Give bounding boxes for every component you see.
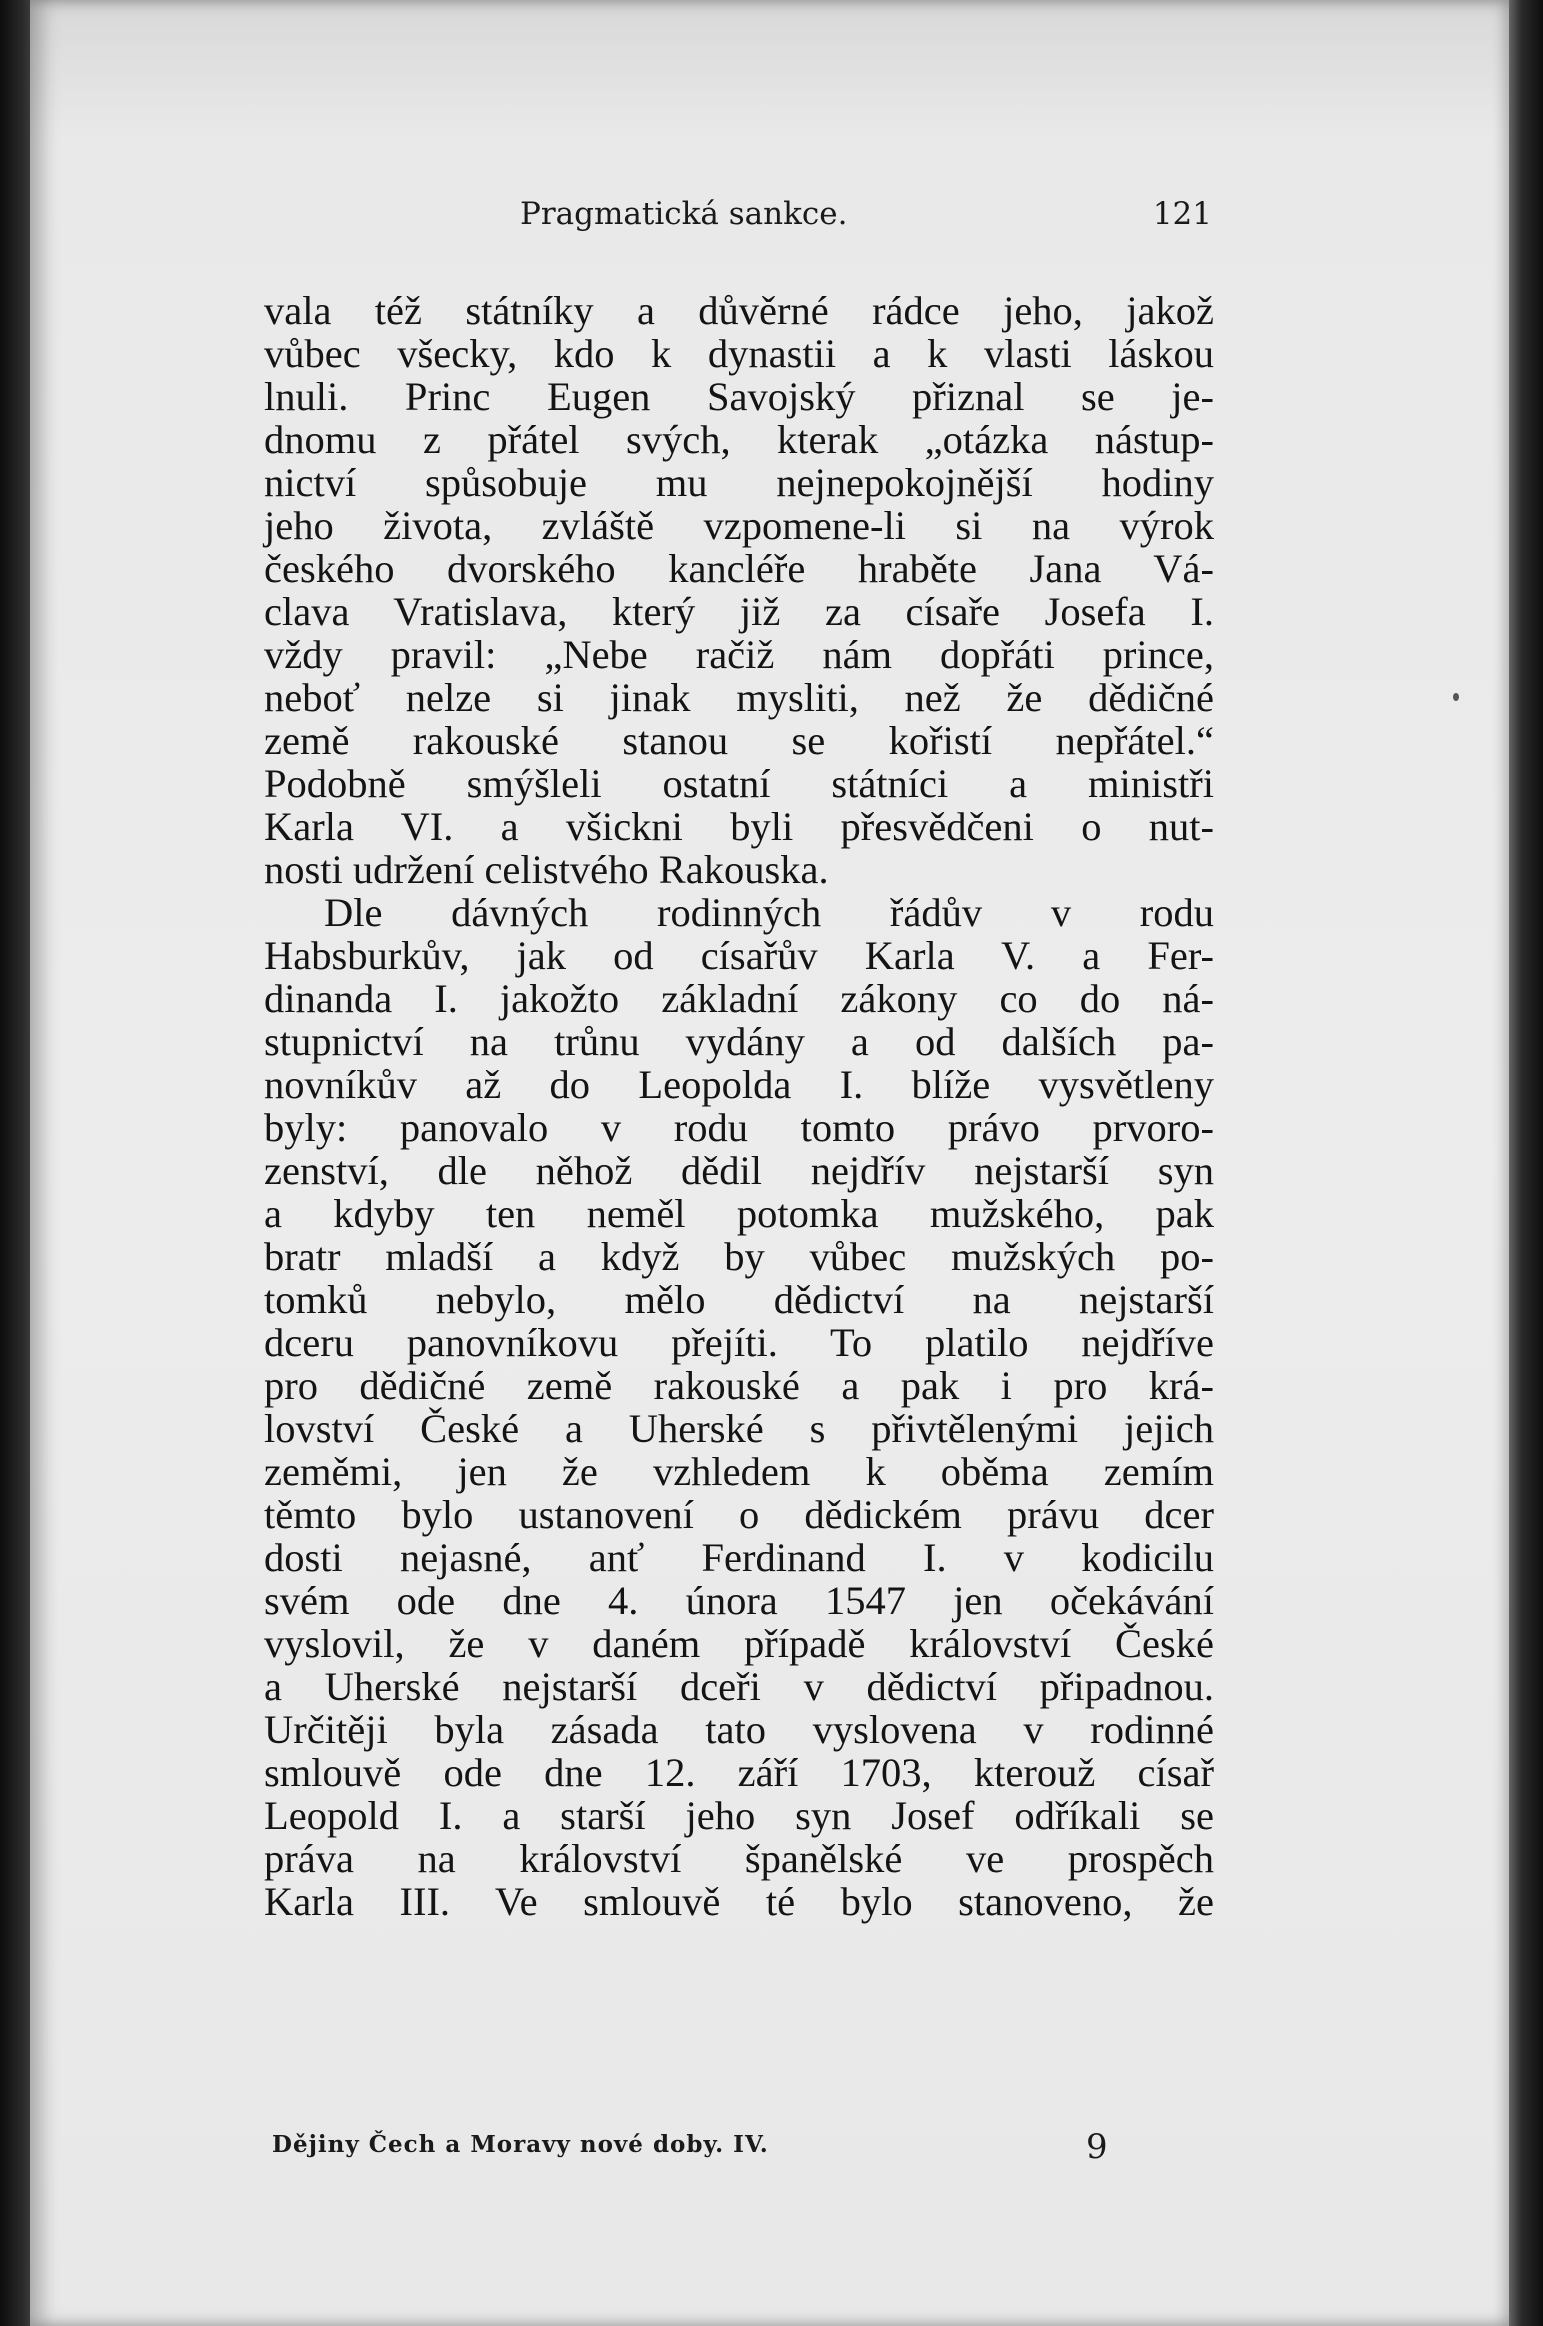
paper-speck [1453, 693, 1459, 701]
text-line: těmto bylo ustanovení o dědickém právu dcer [264, 1492, 1214, 1537]
text-line: dinanda I. jakožto základní zákony co do ná- [264, 976, 1214, 1021]
text-line: Habsburkův, jak od císařův Karla V. a Fer- [264, 933, 1214, 978]
paragraph [264, 891, 1214, 1923]
text-line: Leopold I. a starší jeho syn Josef odříkali se [264, 1793, 1214, 1838]
running-head [520, 196, 1220, 236]
body-text [264, 289, 1214, 1923]
text-line: byly: panovalo v rodu tomto právo prvoro- [264, 1105, 1214, 1150]
text-line: stupnictví na trůnu vydány a od dalších pa- [264, 1019, 1214, 1064]
text-line: dceru panovníkovu přejíti. To platilo nejdříve [264, 1320, 1214, 1365]
text-line: vyslovil, že v daném případě království České [264, 1621, 1214, 1666]
text-line: země rakouské stanou se kořistí nepřátel.“ [264, 718, 1214, 763]
text-line: svém ode dne 4. února 1547 jen očekávání [264, 1578, 1214, 1623]
text-line: lnuli. Princ Eugen Savojský přiznal se je- [264, 374, 1214, 419]
printer-signature: Dějiny Čech a Moravy nové doby. IV. [272, 2131, 769, 2158]
text-line: a Uherské nejstarší dceři v dědictví připadnou. [264, 1664, 1214, 1709]
text-line: Podobně smýšleli ostatní státníci a ministři [264, 761, 1214, 806]
text-line: vala též státníky a důvěrné rádce jeho, jakož [264, 288, 1214, 333]
text-line: bratr mladší a když by vůbec mužských po- [264, 1234, 1214, 1279]
text-line: zeměmi, jen že vzhledem k oběma zemím [264, 1449, 1214, 1494]
text-line: lovství České a Uherské s přivtělenými jejich [264, 1406, 1214, 1451]
text-line: dosti nejasné, anť Ferdinand I. v kodicilu [264, 1535, 1214, 1580]
page-footer [272, 2127, 1172, 2167]
text-line: Určitěji byla zásada tato vyslovena v rodinné [264, 1707, 1214, 1752]
paragraph [264, 289, 1214, 891]
text-line: českého dvorského kancléře hraběte Jana Vá- [264, 546, 1214, 591]
sheet-number: 9 [1086, 2127, 1108, 2167]
text-line: neboť nelze si jinak mysliti, než že dědičné [264, 675, 1214, 720]
text-line: tomků nebylo, mělo dědictví na nejstarší [264, 1277, 1214, 1322]
text-line: zenství, dle něhož dědil nejdřív nejstarší syn [264, 1148, 1214, 1193]
text-line: Dle dávných rodinných řádův v rodu [324, 890, 1214, 935]
text-line: Karla III. Ve smlouvě té bylo stanoveno, že [264, 1879, 1214, 1924]
text-line: novníkův až do Leopolda I. blíže vysvětleny [264, 1062, 1214, 1107]
running-head-title: Pragmatická sankce. [520, 196, 848, 232]
text-line: vždy pravil: „Nebe račiž nám dopřáti prince, [264, 632, 1214, 677]
text-line: vůbec všecky, kdo k dynastii a k vlasti láskou [264, 331, 1214, 376]
text-line: pro dědičné země rakouské a pak i pro krá- [264, 1363, 1214, 1408]
scan-border-right [1507, 0, 1543, 2326]
text-line: nictví spůsobuje mu nejnepokojnější hodiny [264, 460, 1214, 505]
text-line: jeho života, zvláště vzpomene-li si na výrok [264, 503, 1214, 548]
text-line: smlouvě ode dne 12. září 1703, kterouž císař [264, 1750, 1214, 1795]
text-line: práva na království španělské ve prospěch [264, 1836, 1214, 1881]
text-line: a kdyby ten neměl potomka mužského, pak [264, 1191, 1214, 1236]
text-line: dnomu z přátel svých, kterak „otázka nástup- [264, 417, 1214, 462]
text-line: clava Vratislava, který již za císaře Josefa I. [264, 589, 1214, 634]
page-number: 121 [1152, 196, 1212, 232]
text-line: nosti udržení celistvého Rakouska. [264, 847, 829, 892]
text-line: Karla VI. a všickni byli přesvědčeni o nut- [264, 804, 1214, 849]
